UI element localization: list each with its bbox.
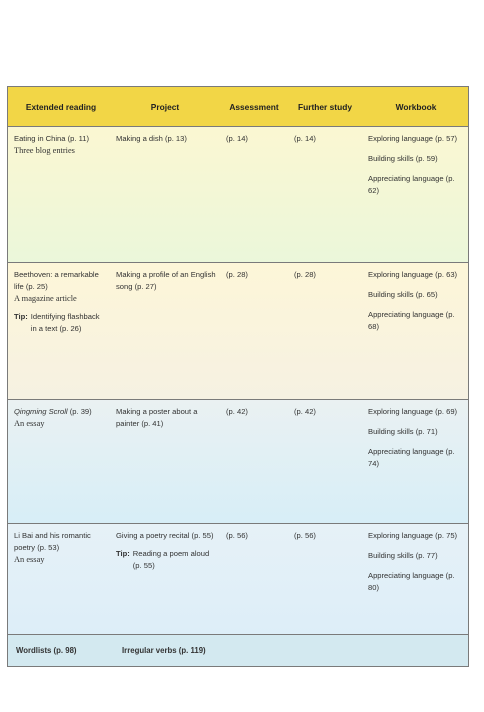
assessment-cell: (p. 28) — [226, 270, 248, 279]
reading-title-page: (p. 39) — [67, 407, 92, 416]
table-row — [8, 127, 468, 263]
header-extended-reading: Extended reading — [25, 101, 97, 112]
project-text: Making a dish (p. 13) — [116, 134, 187, 143]
header-further-study: Further study — [298, 101, 352, 112]
workbook-item: Exploring language (p. 75) — [368, 531, 458, 540]
header-project: Project — [150, 101, 180, 112]
workbook-item: Building skills (p. 65) — [368, 290, 438, 299]
reading-title: Li Bai and his romantic poetry (p. 53) — [14, 531, 91, 552]
table-row — [8, 400, 468, 524]
project-cell — [110, 400, 220, 523]
appendix-footer — [7, 634, 469, 667]
project-text: Making a poster about a painter (p. 41) — [116, 407, 198, 428]
further-study-cell: (p. 28) — [294, 270, 316, 279]
assessment-cell: (p. 56) — [226, 531, 248, 540]
reading-type: A magazine article — [14, 294, 77, 303]
tip-text: Identifying flashback in a text (p. 26) — [30, 312, 100, 333]
workbook-item: Building skills (p. 71) — [368, 427, 438, 436]
project-cell — [110, 524, 220, 634]
assessment-cell: (p. 14) — [226, 134, 248, 143]
reading-tip — [14, 311, 106, 335]
workbook-item: Building skills (p. 77) — [368, 551, 438, 560]
workbook-item: Exploring language (p. 57) — [368, 134, 458, 143]
header-workbook: Workbook — [395, 101, 437, 112]
workbook-cell — [362, 263, 470, 399]
reading-cell — [8, 263, 110, 399]
workbook-cell — [362, 524, 470, 634]
workbook-item: Exploring language (p. 69) — [368, 407, 458, 416]
workbook-item: Exploring language (p. 63) — [368, 270, 458, 279]
reading-title — [14, 406, 106, 418]
workbook-item: Appreciating language (p. 74) — [368, 447, 455, 468]
project-text: Giving a poetry recital (p. 55) — [116, 531, 214, 540]
table-row — [8, 263, 468, 400]
reading-cell — [8, 127, 110, 262]
reading-title: Eating in China (p. 11) — [14, 134, 89, 143]
workbook-cell — [362, 400, 470, 523]
reading-cell — [8, 400, 110, 523]
tip-label: Tip: — [14, 312, 28, 321]
project-cell — [110, 127, 220, 262]
project-cell — [110, 263, 220, 399]
reading-cell — [8, 524, 110, 634]
project-tip — [116, 548, 216, 572]
wordlists-link: Wordlists (p. 98) — [16, 646, 77, 655]
further-study-cell: (p. 56) — [294, 531, 316, 540]
irregular-verbs-link: Irregular verbs (p. 119) — [122, 646, 206, 655]
contents-table — [7, 86, 469, 635]
project-text: Making a profile of an English song (p. 27) — [116, 270, 216, 291]
table-row — [8, 524, 468, 634]
assessment-cell: (p. 42) — [226, 407, 248, 416]
table-header-row — [8, 87, 468, 127]
header-assessment: Assessment — [229, 101, 279, 112]
workbook-item: Appreciating language (p. 80) — [368, 571, 455, 592]
reading-type: An essay — [14, 419, 45, 428]
reading-type: An essay — [14, 555, 45, 564]
reading-title: Beethoven: a remarkable life (p. 25) — [14, 270, 99, 291]
workbook-item: Appreciating language (p. 62) — [368, 174, 455, 195]
tip-text: Reading a poem aloud (p. 55) — [132, 549, 210, 570]
further-study-cell: (p. 14) — [294, 134, 316, 143]
workbook-item: Appreciating language (p. 68) — [368, 310, 455, 331]
further-study-cell: (p. 42) — [294, 407, 316, 416]
tip-label: Tip: — [116, 549, 130, 558]
reading-type: Three blog entries — [14, 146, 75, 155]
reading-title-italic: Qingming Scroll — [14, 407, 68, 416]
workbook-item: Building skills (p. 59) — [368, 154, 438, 163]
workbook-cell — [362, 127, 470, 262]
